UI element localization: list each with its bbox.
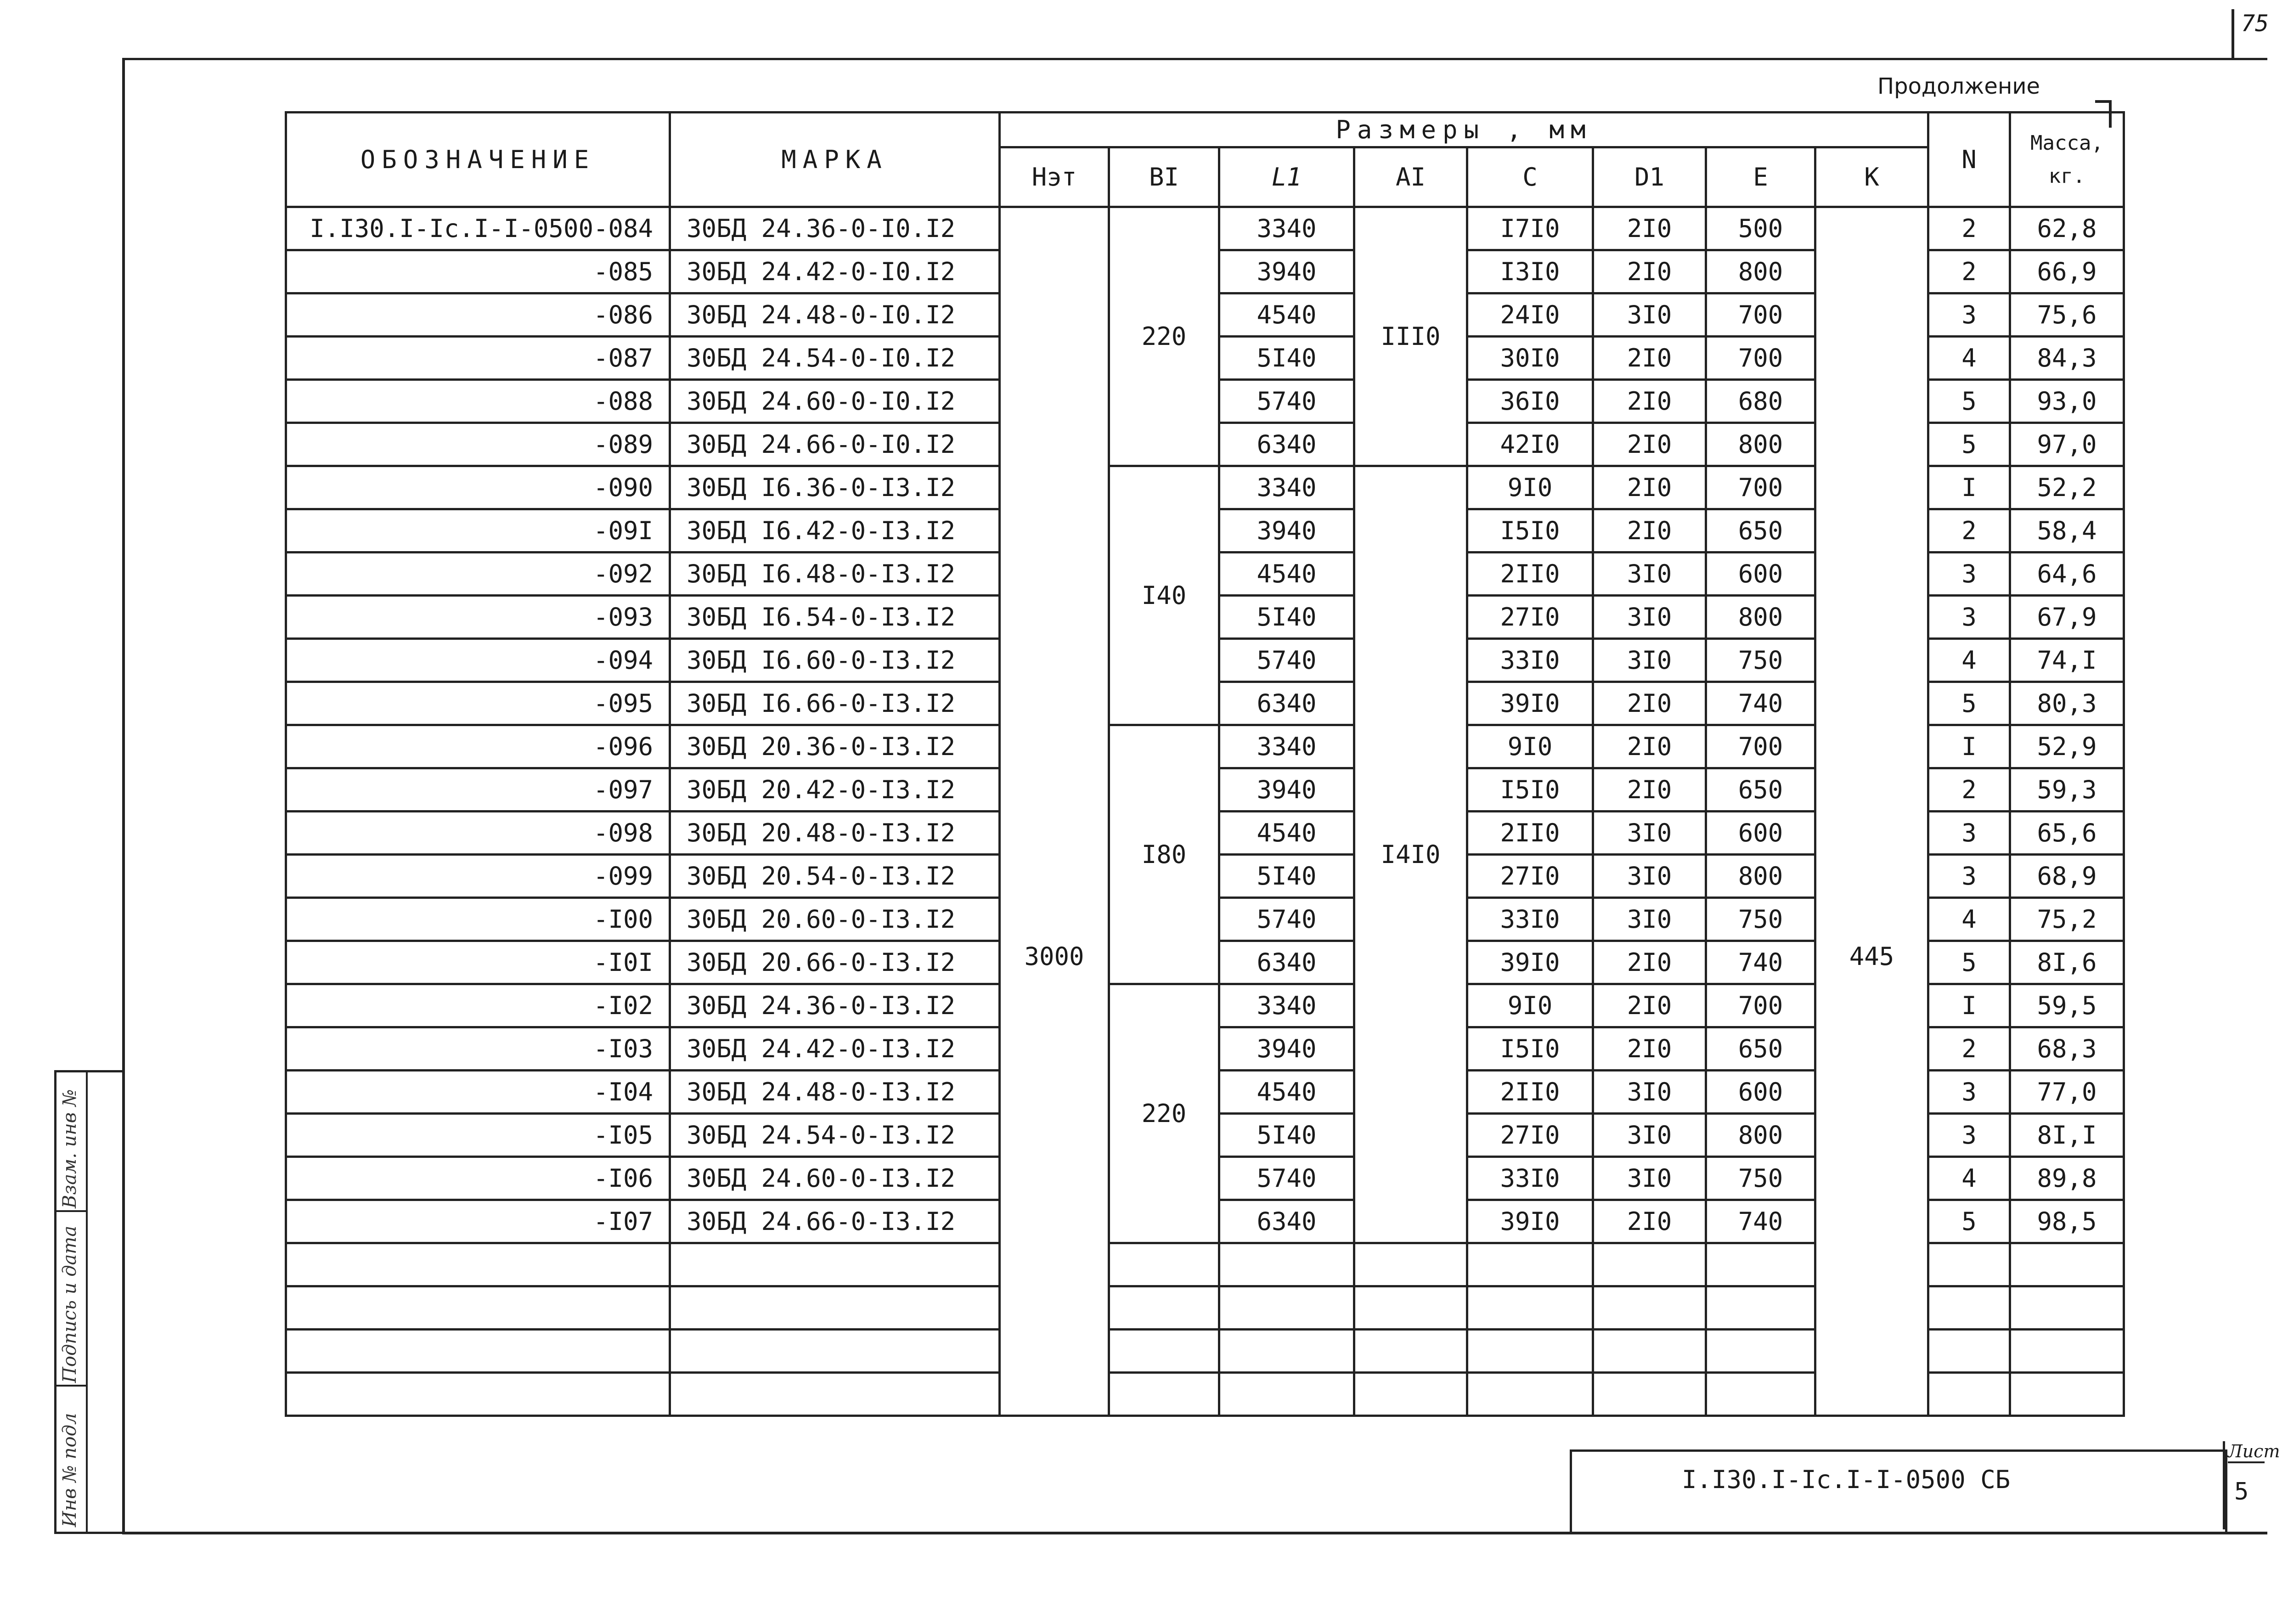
cell-l: 5740 xyxy=(1219,380,1354,423)
blank-cell xyxy=(1219,1286,1354,1330)
header-dimensions: Размеры , мм xyxy=(1000,113,1928,147)
cell-designation: -09I xyxy=(286,509,670,553)
cell-c: I5I0 xyxy=(1467,1027,1593,1071)
cell-d: 2I0 xyxy=(1593,250,1706,293)
cell-k-merged: 445 xyxy=(1815,207,1928,1416)
cell-n: 4 xyxy=(1928,639,2010,682)
blank-cell xyxy=(1928,1330,2010,1373)
cell-e: 600 xyxy=(1706,553,1815,596)
cell-d: 2I0 xyxy=(1593,682,1706,725)
cell-designation: -I0I xyxy=(286,941,670,984)
cell-l: 5I40 xyxy=(1219,596,1354,639)
cell-designation: -098 xyxy=(286,812,670,855)
cell-mass: 58,4 xyxy=(2010,509,2124,553)
cell-e: 800 xyxy=(1706,250,1815,293)
cell-designation: -090 xyxy=(286,466,670,509)
cell-designation: -I03 xyxy=(286,1027,670,1071)
blank-cell xyxy=(1219,1243,1354,1286)
cell-mass: 75,6 xyxy=(2010,293,2124,337)
cell-mass: 74,I xyxy=(2010,639,2124,682)
blank-cell xyxy=(1467,1373,1593,1416)
cell-c: 9I0 xyxy=(1467,984,1593,1027)
cell-c: 27I0 xyxy=(1467,596,1593,639)
blank-cell xyxy=(2010,1286,2124,1330)
cell-designation: -I02 xyxy=(286,984,670,1027)
top-right-mark xyxy=(2232,9,2234,58)
blank-cell xyxy=(1706,1243,1815,1286)
blank-cell xyxy=(670,1330,1000,1373)
cell-d: 3I0 xyxy=(1593,1114,1706,1157)
blank-cell xyxy=(1593,1330,1706,1373)
cell-designation: -094 xyxy=(286,639,670,682)
cell-l: 3940 xyxy=(1219,250,1354,293)
cell-l: 3940 xyxy=(1219,1027,1354,1071)
blank-cell xyxy=(1219,1330,1354,1373)
cell-d: 3I0 xyxy=(1593,639,1706,682)
cell-c: 2II0 xyxy=(1467,1071,1593,1114)
cell-a-merged: I4I0 xyxy=(1354,466,1467,1243)
cell-mass: 93,0 xyxy=(2010,380,2124,423)
cell-mass: 67,9 xyxy=(2010,596,2124,639)
cell-marka: 30БД 24.48-0-I0.I2 xyxy=(670,293,1000,337)
table-row xyxy=(286,207,2124,250)
cell-e: 740 xyxy=(1706,1200,1815,1243)
side-label-inventory: Инв № подл xyxy=(59,1413,80,1527)
cell-n: 2 xyxy=(1928,250,2010,293)
cell-a-merged: III0 xyxy=(1354,207,1467,466)
cell-n: 4 xyxy=(1928,337,2010,380)
top-page-number: 75 xyxy=(2241,10,2269,37)
blank-cell xyxy=(1467,1330,1593,1373)
cell-designation: -097 xyxy=(286,768,670,812)
cell-e: 650 xyxy=(1706,509,1815,553)
cell-e: 740 xyxy=(1706,941,1815,984)
blank-cell xyxy=(2010,1330,2124,1373)
cell-designation: -I00 xyxy=(286,898,670,941)
cell-designation: -I04 xyxy=(286,1071,670,1114)
cell-designation: -I06 xyxy=(286,1157,670,1200)
blank-cell xyxy=(1109,1243,1219,1286)
cell-mass: 8I,I xyxy=(2010,1114,2124,1157)
cell-marka: 30БД 24.66-0-I0.I2 xyxy=(670,423,1000,466)
blank-cell xyxy=(1706,1330,1815,1373)
cell-d: 2I0 xyxy=(1593,1200,1706,1243)
cell-mass: 68,3 xyxy=(2010,1027,2124,1071)
cell-n: 3 xyxy=(1928,596,2010,639)
cell-mass: 66,9 xyxy=(2010,250,2124,293)
header-e: E xyxy=(1706,147,1815,207)
cell-marka: 30БД 20.36-0-I3.I2 xyxy=(670,725,1000,768)
cell-e: 750 xyxy=(1706,1157,1815,1200)
cell-designation: -I05 xyxy=(286,1114,670,1157)
cell-n: 5 xyxy=(1928,380,2010,423)
cell-designation: -085 xyxy=(286,250,670,293)
blank-cell xyxy=(1467,1243,1593,1286)
cell-l: 4540 xyxy=(1219,812,1354,855)
cell-d: 3I0 xyxy=(1593,293,1706,337)
cell-c: 27I0 xyxy=(1467,855,1593,898)
cell-l: 6340 xyxy=(1219,423,1354,466)
sheet-label: Лист xyxy=(2228,1441,2265,1463)
specification-table xyxy=(285,111,2125,1417)
cell-d: 3I0 xyxy=(1593,553,1706,596)
header-n: N xyxy=(1928,113,2010,207)
cell-e: 700 xyxy=(1706,725,1815,768)
cell-d: 2I0 xyxy=(1593,1027,1706,1071)
cell-marka: 30БД 24.54-0-I3.I2 xyxy=(670,1114,1000,1157)
cell-marka: 30БД 24.42-0-I0.I2 xyxy=(670,250,1000,293)
cell-h-merged: 3000 xyxy=(1000,207,1109,1416)
cell-l: 4540 xyxy=(1219,553,1354,596)
cell-l: 3340 xyxy=(1219,207,1354,250)
cell-d: 3I0 xyxy=(1593,1071,1706,1114)
cell-d: 2I0 xyxy=(1593,768,1706,812)
cell-e: 600 xyxy=(1706,812,1815,855)
cell-e: 750 xyxy=(1706,639,1815,682)
cell-marka: 30БД 24.60-0-I3.I2 xyxy=(670,1157,1000,1200)
cell-designation: -I07 xyxy=(286,1200,670,1243)
cell-mass: 97,0 xyxy=(2010,423,2124,466)
cell-marka: 30БД 24.36-0-I0.I2 xyxy=(670,207,1000,250)
cell-n: I xyxy=(1928,725,2010,768)
cell-c: I3I0 xyxy=(1467,250,1593,293)
cell-c: 33I0 xyxy=(1467,898,1593,941)
header-d: D1 xyxy=(1593,147,1706,207)
cell-n: 3 xyxy=(1928,812,2010,855)
cell-e: 680 xyxy=(1706,380,1815,423)
cell-c: I7I0 xyxy=(1467,207,1593,250)
cell-n: 2 xyxy=(1928,509,2010,553)
cell-l: 3340 xyxy=(1219,466,1354,509)
side-label-replace: Взам. инв № xyxy=(59,1089,80,1208)
cell-marka: 30БД I6.36-0-I3.I2 xyxy=(670,466,1000,509)
cell-marka: 30БД 24.42-0-I3.I2 xyxy=(670,1027,1000,1071)
cell-d: 2I0 xyxy=(1593,725,1706,768)
cell-l: 6340 xyxy=(1219,941,1354,984)
sheet-box xyxy=(2223,1441,2280,1529)
header-h: Нэт xyxy=(1000,147,1109,207)
cell-l: 3340 xyxy=(1219,984,1354,1027)
cell-l: 5740 xyxy=(1219,1157,1354,1200)
cell-e: 700 xyxy=(1706,984,1815,1027)
blank-cell xyxy=(1706,1286,1815,1330)
cell-mass: 80,3 xyxy=(2010,682,2124,725)
cell-n: 3 xyxy=(1928,293,2010,337)
cell-d: 2I0 xyxy=(1593,207,1706,250)
cell-n: 4 xyxy=(1928,1157,2010,1200)
cell-marka: 30БД I6.48-0-I3.I2 xyxy=(670,553,1000,596)
cell-designation: -095 xyxy=(286,682,670,725)
document-code: I.I30.I-Ic.I-I-0500 СБ xyxy=(1682,1465,2011,1494)
cell-d: 2I0 xyxy=(1593,984,1706,1027)
cell-n: I xyxy=(1928,466,2010,509)
cell-marka: 30БД 24.66-0-I3.I2 xyxy=(670,1200,1000,1243)
blank-cell xyxy=(1109,1373,1219,1416)
cell-d: 3I0 xyxy=(1593,596,1706,639)
cell-mass: 68,9 xyxy=(2010,855,2124,898)
blank-cell xyxy=(1593,1286,1706,1330)
cell-mass: 59,3 xyxy=(2010,768,2124,812)
table-body xyxy=(286,207,2124,1416)
cell-marka: 30БД 24.48-0-I3.I2 xyxy=(670,1071,1000,1114)
header-c: C xyxy=(1467,147,1593,207)
cell-c: 33I0 xyxy=(1467,639,1593,682)
cell-b-merged: I80 xyxy=(1109,725,1219,984)
cell-n: 3 xyxy=(1928,1071,2010,1114)
cell-l: 5740 xyxy=(1219,898,1354,941)
cell-designation: -087 xyxy=(286,337,670,380)
cell-marka: 30БД 24.60-0-I0.I2 xyxy=(670,380,1000,423)
cell-c: 39I0 xyxy=(1467,682,1593,725)
header-marka: МАРКА xyxy=(670,113,1000,207)
blank-cell xyxy=(1354,1286,1467,1330)
cell-c: 42I0 xyxy=(1467,423,1593,466)
cell-e: 650 xyxy=(1706,1027,1815,1071)
cell-marka: 30БД I6.60-0-I3.I2 xyxy=(670,639,1000,682)
blank-cell xyxy=(2010,1373,2124,1416)
blank-cell xyxy=(1354,1330,1467,1373)
cell-mass: 52,9 xyxy=(2010,725,2124,768)
header-mass: Масса, кг. xyxy=(2010,113,2124,207)
cell-b-merged: I40 xyxy=(1109,466,1219,725)
cell-mass: 64,6 xyxy=(2010,553,2124,596)
cell-c: 33I0 xyxy=(1467,1157,1593,1200)
blank-cell xyxy=(1706,1373,1815,1416)
header-designation: ОБОЗНАЧЕНИЕ xyxy=(286,113,670,207)
cell-mass: 77,0 xyxy=(2010,1071,2124,1114)
cell-c: 9I0 xyxy=(1467,725,1593,768)
cell-c: I5I0 xyxy=(1467,768,1593,812)
blank-cell xyxy=(1928,1286,2010,1330)
cell-c: 36I0 xyxy=(1467,380,1593,423)
cell-designation: -088 xyxy=(286,380,670,423)
cell-l: 5I40 xyxy=(1219,1114,1354,1157)
cell-l: 3940 xyxy=(1219,768,1354,812)
cell-c: 2II0 xyxy=(1467,812,1593,855)
cell-mass: 62,8 xyxy=(2010,207,2124,250)
cell-designation: I.I30.I-Ic.I-I-0500-084 xyxy=(286,207,670,250)
cell-d: 2I0 xyxy=(1593,941,1706,984)
blank-cell xyxy=(670,1373,1000,1416)
cell-l: 3940 xyxy=(1219,509,1354,553)
continuation-label: Продолжение xyxy=(1877,73,2040,99)
cell-n: 3 xyxy=(1928,855,2010,898)
cell-l: 5I40 xyxy=(1219,855,1354,898)
cell-n: 5 xyxy=(1928,423,2010,466)
cell-n: 3 xyxy=(1928,1114,2010,1157)
blank-cell xyxy=(2010,1243,2124,1286)
blank-cell xyxy=(1928,1373,2010,1416)
cell-c: 27I0 xyxy=(1467,1114,1593,1157)
blank-cell xyxy=(286,1373,670,1416)
cell-mass: 52,2 xyxy=(2010,466,2124,509)
cell-n: 2 xyxy=(1928,1027,2010,1071)
cell-marka: 30БД 20.54-0-I3.I2 xyxy=(670,855,1000,898)
cell-e: 700 xyxy=(1706,466,1815,509)
cell-marka: 30БД 24.36-0-I3.I2 xyxy=(670,984,1000,1027)
blank-cell xyxy=(1928,1243,2010,1286)
cell-d: 2I0 xyxy=(1593,380,1706,423)
cell-e: 800 xyxy=(1706,1114,1815,1157)
cell-d: 2I0 xyxy=(1593,509,1706,553)
blank-cell xyxy=(1354,1373,1467,1416)
cell-e: 700 xyxy=(1706,293,1815,337)
cell-mass: 75,2 xyxy=(2010,898,2124,941)
blank-cell xyxy=(286,1286,670,1330)
blank-cell xyxy=(1467,1286,1593,1330)
cell-n: 5 xyxy=(1928,682,2010,725)
cell-marka: 30БД 20.48-0-I3.I2 xyxy=(670,812,1000,855)
cell-n: 2 xyxy=(1928,768,2010,812)
cell-designation: -086 xyxy=(286,293,670,337)
cell-marka: 30БД I6.54-0-I3.I2 xyxy=(670,596,1000,639)
blank-cell xyxy=(1219,1373,1354,1416)
header-b: BI xyxy=(1109,147,1219,207)
cell-marka: 30БД 20.42-0-I3.I2 xyxy=(670,768,1000,812)
cell-c: I5I0 xyxy=(1467,509,1593,553)
cell-mass: 89,8 xyxy=(2010,1157,2124,1200)
cell-e: 650 xyxy=(1706,768,1815,812)
cell-mass: 59,5 xyxy=(2010,984,2124,1027)
cell-e: 800 xyxy=(1706,423,1815,466)
cell-marka: 30БД 20.66-0-I3.I2 xyxy=(670,941,1000,984)
cell-n: 3 xyxy=(1928,553,2010,596)
cell-d: 3I0 xyxy=(1593,855,1706,898)
blank-cell xyxy=(670,1286,1000,1330)
cell-c: 39I0 xyxy=(1467,941,1593,984)
cell-c: 39I0 xyxy=(1467,1200,1593,1243)
cell-c: 30I0 xyxy=(1467,337,1593,380)
cell-mass: 98,5 xyxy=(2010,1200,2124,1243)
cell-e: 600 xyxy=(1706,1071,1815,1114)
side-label-signature: Подпись и дата xyxy=(59,1225,80,1383)
cell-l: 5740 xyxy=(1219,639,1354,682)
cell-marka: 30БД 24.54-0-I0.I2 xyxy=(670,337,1000,380)
cell-d: 3I0 xyxy=(1593,898,1706,941)
blank-cell xyxy=(1593,1373,1706,1416)
blank-cell xyxy=(286,1243,670,1286)
cell-b-merged: 220 xyxy=(1109,207,1219,466)
header-k: K xyxy=(1815,147,1928,207)
cell-d: 3I0 xyxy=(1593,812,1706,855)
side-stamp-strip xyxy=(54,1070,124,1534)
cell-mass: 8I,6 xyxy=(2010,941,2124,984)
cell-designation: -096 xyxy=(286,725,670,768)
cell-l: 4540 xyxy=(1219,293,1354,337)
cell-e: 750 xyxy=(1706,898,1815,941)
cell-designation: -092 xyxy=(286,553,670,596)
blank-cell xyxy=(1593,1243,1706,1286)
cell-designation: -099 xyxy=(286,855,670,898)
header-l: L1 xyxy=(1219,147,1354,207)
cell-l: 3340 xyxy=(1219,725,1354,768)
blank-cell xyxy=(1354,1243,1467,1286)
cell-d: 2I0 xyxy=(1593,423,1706,466)
cell-marka: 30БД I6.42-0-I3.I2 xyxy=(670,509,1000,553)
cell-c: 2II0 xyxy=(1467,553,1593,596)
cell-d: 3I0 xyxy=(1593,1157,1706,1200)
cell-designation: -089 xyxy=(286,423,670,466)
cell-c: 24I0 xyxy=(1467,293,1593,337)
cell-e: 740 xyxy=(1706,682,1815,725)
sheet-number: 5 xyxy=(2234,1478,2249,1506)
cell-n: I xyxy=(1928,984,2010,1027)
cell-n: 5 xyxy=(1928,941,2010,984)
blank-cell xyxy=(1109,1286,1219,1330)
header-a: AI xyxy=(1354,147,1467,207)
cell-mass: 84,3 xyxy=(2010,337,2124,380)
cell-d: 2I0 xyxy=(1593,466,1706,509)
cell-l: 4540 xyxy=(1219,1071,1354,1114)
cell-l: 6340 xyxy=(1219,682,1354,725)
cell-marka: 30БД I6.66-0-I3.I2 xyxy=(670,682,1000,725)
cell-b-merged: 220 xyxy=(1109,984,1219,1243)
cell-l: 6340 xyxy=(1219,1200,1354,1243)
cell-d: 2I0 xyxy=(1593,337,1706,380)
cell-n: 2 xyxy=(1928,207,2010,250)
cell-mass: 65,6 xyxy=(2010,812,2124,855)
blank-cell xyxy=(1109,1330,1219,1373)
cell-marka: 30БД 20.60-0-I3.I2 xyxy=(670,898,1000,941)
cell-l: 5I40 xyxy=(1219,337,1354,380)
cell-e: 800 xyxy=(1706,855,1815,898)
cell-c: 9I0 xyxy=(1467,466,1593,509)
blank-cell xyxy=(670,1243,1000,1286)
cell-e: 700 xyxy=(1706,337,1815,380)
cell-e: 500 xyxy=(1706,207,1815,250)
cell-n: 5 xyxy=(1928,1200,2010,1243)
cell-n: 4 xyxy=(1928,898,2010,941)
cell-e: 800 xyxy=(1706,596,1815,639)
blank-cell xyxy=(286,1330,670,1373)
cell-designation: -093 xyxy=(286,596,670,639)
